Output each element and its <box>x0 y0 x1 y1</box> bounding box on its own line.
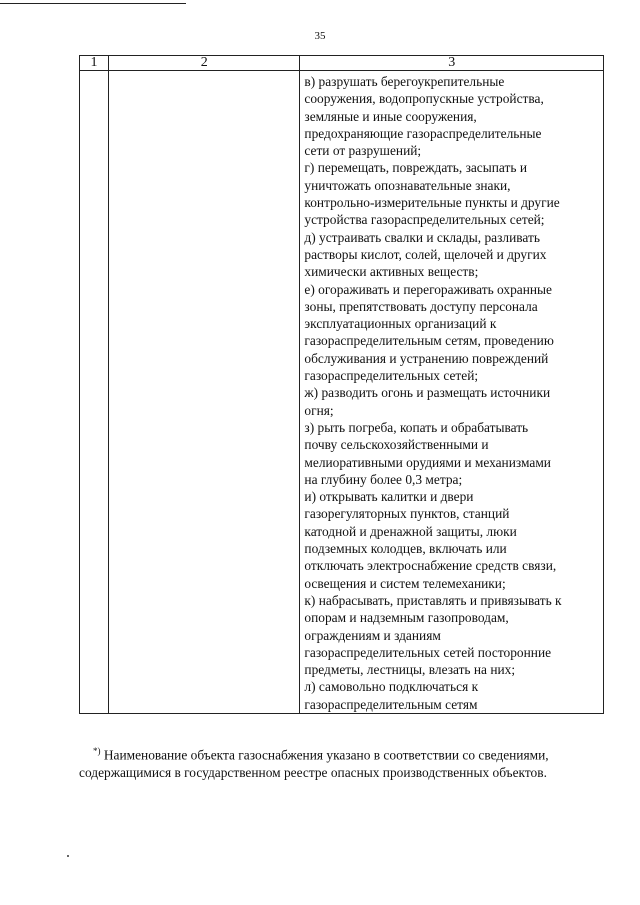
footnote-marker: *) <box>93 746 101 756</box>
table-row <box>80 71 604 714</box>
cell-col2 <box>109 71 300 714</box>
text-line: ж) разводить огонь и размещать источники <box>304 385 551 401</box>
text-line: катодной и дренажной защиты, люки <box>304 523 517 539</box>
text-line: л) самовольно подключаться к <box>304 679 479 695</box>
text-line: зоны, препятствовать доступу персонала <box>304 298 538 314</box>
text-line: сооружения, водопропускные устройства, <box>304 91 544 107</box>
regulation-table <box>79 55 604 714</box>
text-line: е) огораживать и перегораживать охранные <box>304 281 553 297</box>
text-line: растворы кислот, солей, щелочей и других <box>304 246 547 262</box>
text-line: отключать электроснабжение средств связи, <box>304 558 557 574</box>
scan-speck <box>67 855 69 857</box>
column-header-1: 1 <box>80 56 109 71</box>
text-line: устройства газораспределительных сетей; <box>304 212 545 228</box>
text-line: ограждениям и зданиям <box>304 627 441 643</box>
footnote-line-2: содержащимися в государственном реестре опасных производственных объектов. <box>79 765 547 781</box>
text-line: почву сельскохозяйственными и <box>304 437 489 453</box>
text-line: газорегуляторных пунктов, станций <box>304 506 510 522</box>
column-header-3: 3 <box>300 56 604 71</box>
text-line: з) рыть погреба, копать и обрабатывать <box>304 419 529 435</box>
header-rule <box>0 3 186 4</box>
text-line: газораспределительным сетям <box>304 696 478 712</box>
page-number: 35 <box>314 30 326 42</box>
cell-col1 <box>80 71 109 714</box>
text-line: подземных колодцев, включать или <box>304 541 507 557</box>
text-line: д) устраивать свалки и склады, разливать <box>304 229 540 245</box>
text-line: освещения и систем телемеханики; <box>304 575 506 591</box>
text-line: эксплуатационных организаций к <box>304 316 497 332</box>
text-line: к) набрасывать, приставлять и привязывать к <box>304 592 562 608</box>
text-line: обслуживания и устранению повреждений <box>304 350 549 366</box>
text-line: сети от разрушений; <box>304 143 422 159</box>
table-header-row <box>80 56 604 71</box>
footnote <box>79 742 607 782</box>
text-line: уничтожать опознавательные знаки, <box>304 177 511 193</box>
text-line: земляные и иные сооружения, <box>304 108 477 124</box>
text-line: и) открывать калитки и двери <box>304 489 474 505</box>
footnote-line-1 <box>79 742 607 764</box>
text-line: газораспределительным сетям, проведению <box>304 333 554 349</box>
cell-col3 <box>300 71 604 714</box>
footnote-text-1: Наименование объекта газоснабжения указано в соответствии со сведениями, <box>103 747 549 763</box>
text-line: контрольно-измерительные пункты и другие <box>304 195 560 211</box>
text-line: химически активных веществ; <box>304 264 479 280</box>
text-line: на глубину более 0,3 метра; <box>304 471 463 487</box>
text-line: в) разрушать берегоукрепительные <box>304 74 505 89</box>
text-line: газораспределительных сетей; <box>304 368 479 384</box>
text-line: предметы, лестницы, влезать на них; <box>304 662 516 678</box>
text-line: мелиоративными орудиями и механизмами <box>304 454 551 470</box>
text-line: г) перемещать, повреждать, засыпать и <box>304 160 527 176</box>
text-line: опорам и надземным газопроводам, <box>304 610 509 626</box>
prohibitions-text <box>300 71 603 713</box>
text-line: газораспределительных сетей посторонние <box>304 644 552 660</box>
text-line: предохраняющие газораспределительные <box>304 125 542 141</box>
column-header-2: 2 <box>109 56 300 71</box>
text-line: огня; <box>304 402 334 418</box>
